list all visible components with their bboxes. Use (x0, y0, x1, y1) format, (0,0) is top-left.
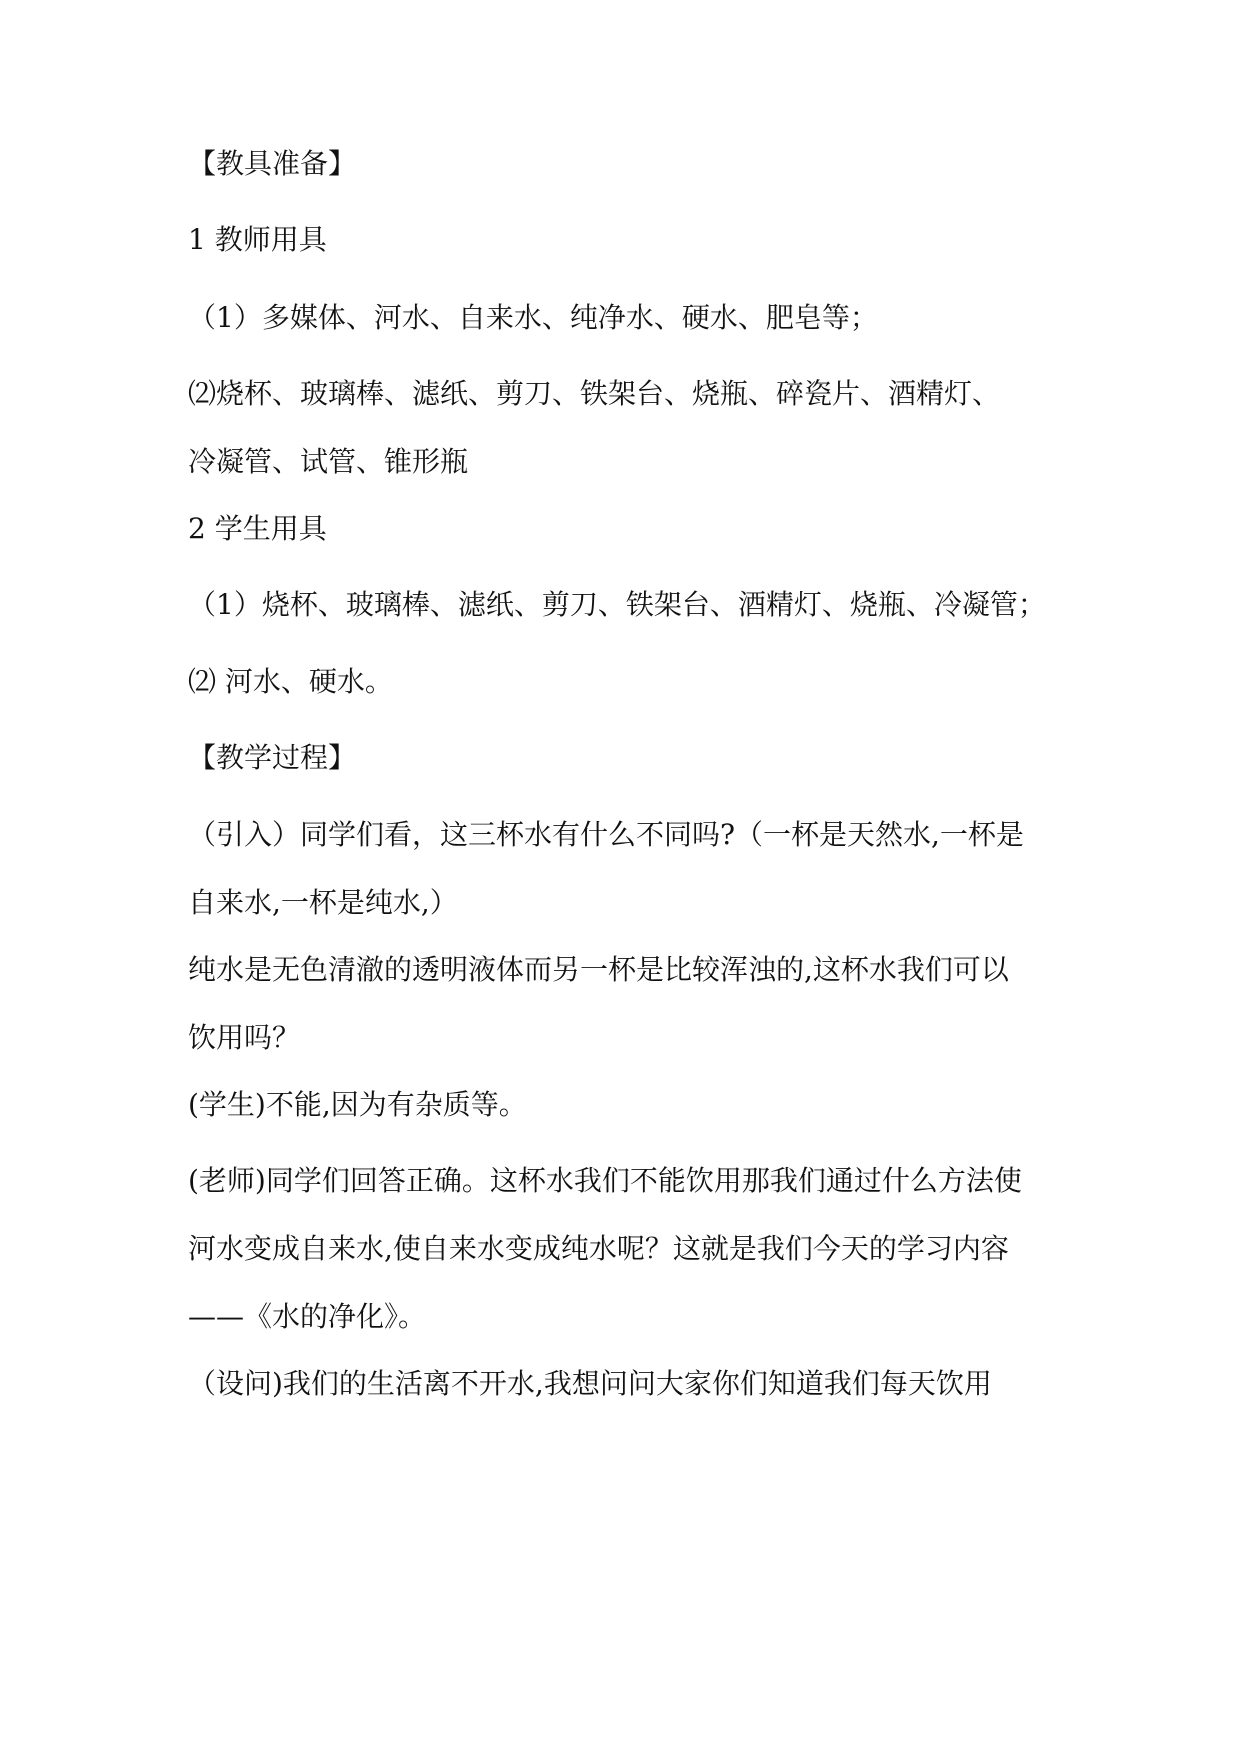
teacher-tools-item-2-line-2: 冷凝管、试管、锥形瓶 (188, 445, 469, 478)
teacher-line-3: ——《水的净化》。 (188, 1300, 427, 1333)
student-answer-paragraph: (学生)不能,因为有杂质等。 (188, 1088, 527, 1121)
student-tools-item-2: ⑵ 河水、硬水。 (188, 665, 393, 698)
section-heading-teaching-aids: 【教具准备】 (188, 147, 357, 180)
intro-line-1: （引入）同学们看，这三杯水有什么不同吗?（一杯是天然水,一杯是 (188, 818, 1024, 851)
teacher-tools-item-2 (188, 360, 1058, 496)
intro-line-2: 自来水,一杯是纯水,） (188, 886, 458, 919)
pure-water-paragraph (188, 936, 1058, 1072)
pure-water-line-2: 饮用吗？ (188, 1021, 301, 1054)
question-paragraph: （设问)我们的生活离不开水,我想问问大家你们知道我们每天饮用 (188, 1367, 992, 1400)
teacher-paragraph (188, 1147, 1058, 1351)
teacher-line-1: (老师)同学们回答正确。这杯水我们不能饮用那我们通过什么方法使 (188, 1164, 1022, 1197)
section-heading-teaching-process: 【教学过程】 (188, 741, 357, 774)
teacher-tools-title: 1 教师用具 (188, 223, 327, 256)
teacher-tools-item-1: （1）多媒体、河水、自来水、纯净水、硬水、肥皂等； (188, 301, 878, 334)
intro-paragraph (188, 801, 1058, 937)
teacher-tools-item-2-line-1: ⑵烧杯、玻璃棒、滤纸、剪刀、铁架台、烧瓶、碎瓷片、酒精灯、 (188, 377, 1001, 410)
student-tools-item-1: （1）烧杯、玻璃棒、滤纸、剪刀、铁架台、酒精灯、烧瓶、冷凝管； (188, 588, 1046, 621)
pure-water-line-1: 纯水是无色清澈的透明液体而另一杯是比较浑浊的,这杯水我们可以 (188, 953, 1009, 986)
teacher-line-2: 河水变成自来水,使自来水变成纯水呢？这就是我们今天的学习内容 (188, 1232, 1009, 1265)
student-tools-title: 2 学生用具 (188, 512, 327, 545)
